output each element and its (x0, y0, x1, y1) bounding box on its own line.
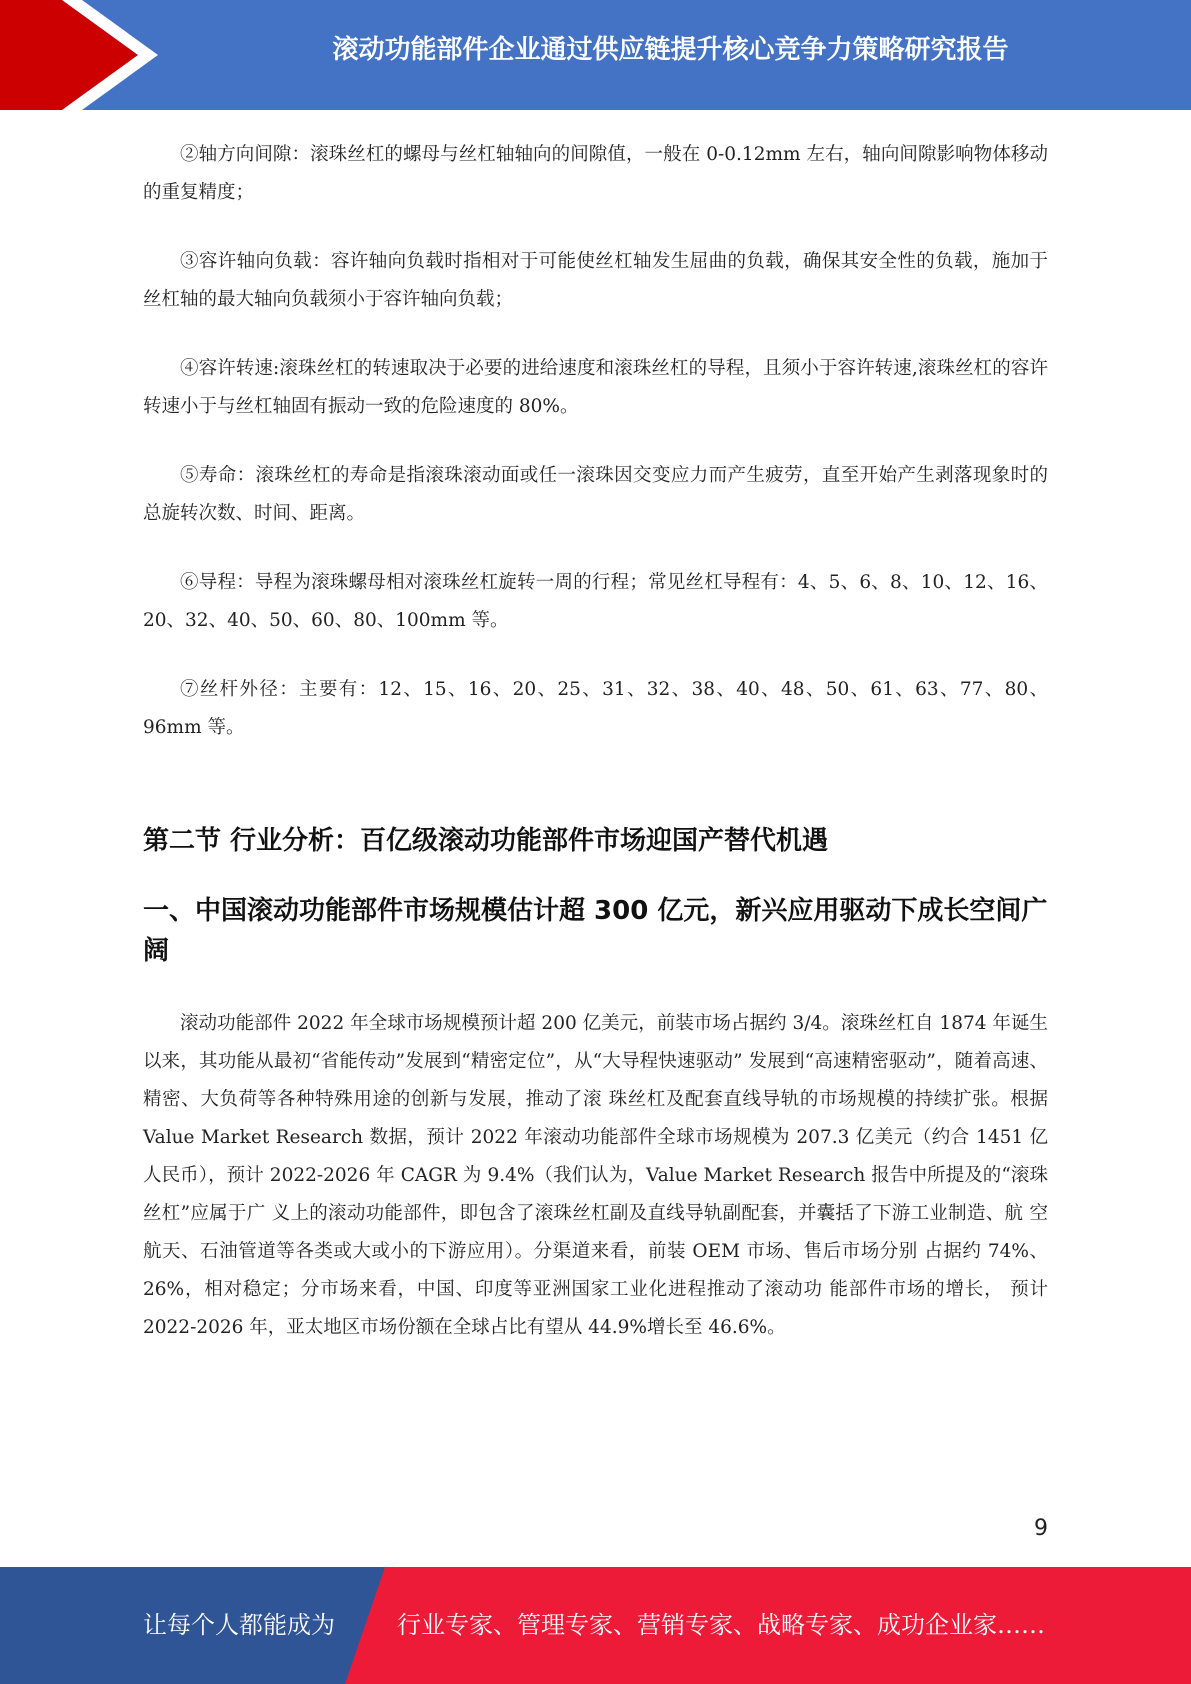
section-heading: 第二节 行业分析：百亿级滚动功能部件市场迎国产替代机遇 (143, 826, 829, 856)
page-footer (0, 1567, 1191, 1684)
header-arrow-graphic (0, 0, 160, 110)
page-header (0, 0, 1191, 110)
paragraph-outer-diameter: ⑦丝杆外径：主要有：12、15、16、20、25、31、32、38、40、48、50、61、63、77、80、96mm 等。 (143, 679, 1048, 738)
paragraph-allowable-speed: ④容许转速:滚珠丝杠的转速取决于必要的进给速度和滚珠丝杠的导程，且须小于容许转速,滚珠丝杠的容许转速小于与丝杠轴固有振动一致的危险速度的 80%。 (143, 358, 1048, 417)
page-number: 9 (1034, 1516, 1048, 1541)
paragraph-market-size: 滚动功能部件 2022 年全球市场规模预计超 200 亿美元，前装市场占据约 3/4。滚珠丝杠自 1874 年诞生以来，其功能从最初“省能传动”发展到“精密定位”，从“大导程快速驱动” 发展到“高速精密驱动”，随着高速、精密、大负荷等各种特殊用途的创新与发展，推动了滚 珠丝杠及配套直线导轨的市场规模的持续扩张。根据 Value Market Research 数据，预计 2022 年滚动功能部件全球市场规模为 207.3 亿美元（约合 1451 亿人民币），预计 2022-2026 年 CAGR 为 9.4%（我们认为，Value Market Research 报告中所提及的“滚珠丝杠”应属于广 义上的滚动功能部件，即包含了滚珠丝杠副及直线导轨副配套，并囊括了下游工业制造、航 空航天、石油管道等各类或大或小的下游应用）。分渠道来看，前装 OEM 市场、售后市场分别 占据约 74%、26%，相对稳定；分市场来看，中国、印度等亚洲国家工业化进程推动了滚动功 能部件市场的增长， 预计 2022-2026 年，亚太地区市场份额在全球占比有望从 44.9%增长至 46.6%。 (143, 1013, 1048, 1338)
paragraph-axial-clearance: ②轴方向间隙：滚珠丝杠的螺母与丝杠轴轴向的间隙值，一般在 0-0.12mm 左右，轴向间隙影响物体移动的重复精度； (143, 144, 1048, 203)
report-title: 滚动功能部件企业通过供应链提升核心竞争力策略研究报告 (332, 35, 1009, 65)
footer-slogan-left: 让每个人都能成为 (143, 1611, 335, 1639)
sub-heading: 一、中国滚动功能部件市场规模估计超 300 亿元，新兴应用驱动下成长空间广阔 (143, 896, 1048, 966)
paragraph-allowable-axial-load: ③容许轴向负载：容许轴向负载时指相对于可能使丝杠轴发生屈曲的负载，确保其安全性的负载，施加于丝杠轴的最大轴向负载须小于容许轴向负载； (143, 251, 1048, 310)
page-content (143, 136, 1048, 1378)
paragraph-lead: ⑥导程：导程为滚珠螺母相对滚珠丝杠旋转一周的行程；常见丝杠导程有：4、5、6、8、10、12、16、20、32、40、50、60、80、100mm 等。 (143, 572, 1048, 631)
footer-slogan-right: 行业专家、管理专家、营销专家、战略专家、成功企业家…… (397, 1611, 1045, 1639)
paragraph-lifetime: ⑤寿命：滚珠丝杠的寿命是指滚珠滚动面或任一滚珠因交变应力而产生疲劳，直至开始产生剥落现象时的总旋转次数、时间、距离。 (143, 465, 1048, 524)
